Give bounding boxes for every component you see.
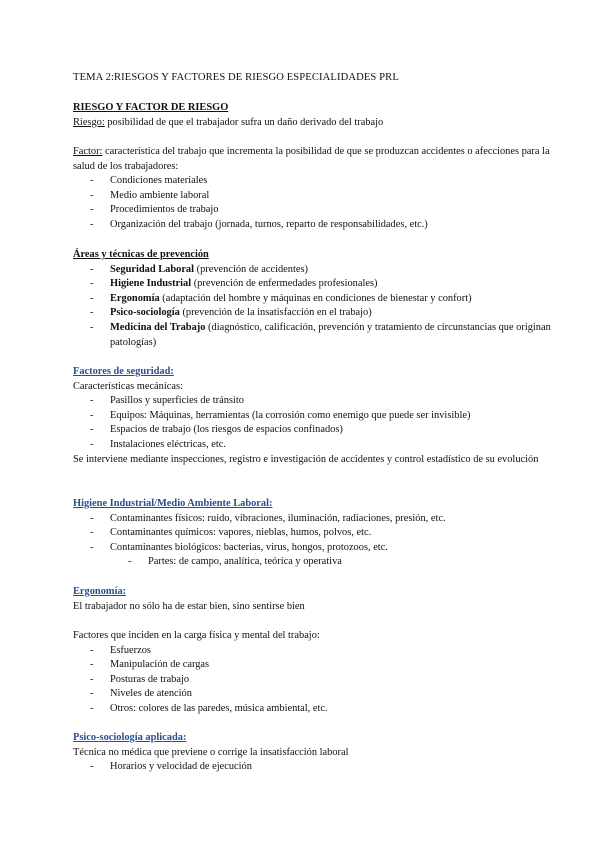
list-item: - Ergonomía (adaptación del hombre y máquinas en condiciones de bienestar y confort) — [73, 292, 573, 307]
section-areas — [73, 248, 573, 350]
section-heading: Psico-sociología aplicada: — [73, 732, 187, 743]
list-item: - Horarios y velocidad de ejecución — [73, 760, 573, 775]
list-item: - Organización del trabajo (jornada, turnos, reparto de responsabilidades, etc.) — [73, 218, 573, 233]
list-item: - Equipos: Máquinas, herramientas (la corrosión como enemigo que puede ser invisible) — [73, 409, 573, 424]
list-item: - Pasillos y superficies de tránsito — [73, 394, 573, 409]
list-item: - Medicina del Trabajo (diagnóstico, calificación, prevención y tratamiento de circunstancias que originan patologías) — [73, 321, 573, 350]
list-item: - Medio ambiente laboral — [73, 189, 573, 204]
list-item: - Partes: de campo, analítica, teórica y operativa — [73, 555, 573, 570]
list-item: - Manipulación de cargas — [73, 658, 573, 673]
section-seguridad — [73, 365, 573, 467]
ergonomia-factors — [73, 629, 573, 717]
riesgo-definition: Riesgo: posibilidad de que el trabajador sufra un daño derivado del trabajo — [73, 116, 384, 128]
list-item: - Espacios de trabajo (los riesgos de espacios confinados) — [73, 423, 573, 438]
psicosociologia-list — [73, 760, 573, 775]
list-item: - Contaminantes físicos: ruido, vibraciones, iluminación, radiaciones, presión, etc. — [73, 512, 573, 527]
list-item: - Psico-sociología (prevención de la insatisfacción en el trabajo) — [73, 306, 573, 321]
factor-definition-block — [73, 145, 573, 233]
section-intro: Características mecánicas: — [73, 380, 183, 392]
section-intro: Técnica no médica que previene o corrige la insatisfacción laboral — [73, 746, 349, 758]
ergonomia-list — [73, 644, 573, 717]
areas-list — [73, 263, 573, 351]
section-statement: El trabajador no sólo ha de estar bien, sino sentirse bien — [73, 600, 305, 612]
section-higiene — [73, 497, 573, 570]
factor-definition: Factor: característica del trabajo que incrementa la posibilidad de que se produzcan accidentes o afecciones para la salud de los trabajadores: — [73, 146, 550, 172]
higiene-list — [73, 512, 573, 556]
list-item: - Posturas de trabajo — [73, 673, 573, 688]
section-heading: RIESGO Y FACTOR DE RIESGO — [73, 102, 229, 113]
seguridad-list — [73, 394, 573, 452]
section-ergonomia — [73, 585, 573, 614]
section-riesgo — [73, 101, 573, 130]
list-item: - Higiene Industrial (prevención de enfermedades profesionales) — [73, 277, 573, 292]
list-item: - Procedimientos de trabajo — [73, 203, 573, 218]
section-psicosociologia — [73, 731, 573, 775]
list-item: - Contaminantes biológicos: bacterias, virus, hongos, protozoos, etc. — [73, 541, 573, 556]
list-item: - Seguridad Laboral (prevención de accidentes) — [73, 263, 573, 278]
list-item: - Otros: colores de las paredes, música ambiental, etc. — [73, 702, 573, 717]
section-intro: Factores que inciden en la carga física y mental del trabajo: — [73, 630, 320, 641]
list-item: - Contaminantes químicos: vapores, nieblas, humos, polvos, etc. — [73, 526, 573, 541]
list-item: - Condiciones materiales — [73, 174, 573, 189]
section-heading: Higiene Industrial/Medio Ambiente Laboral: — [73, 498, 273, 509]
list-item: - Niveles de atención — [73, 687, 573, 702]
section-heading: Áreas y técnicas de prevención — [73, 249, 209, 260]
document-title: TEMA 2:RIESGOS Y FACTORES DE RIESGO ESPECIALIDADES PRL — [73, 72, 399, 83]
list-item: - Instalaciones eléctricas, etc. — [73, 438, 573, 453]
section-heading: Ergonomía: — [73, 586, 127, 597]
section-closing: Se interviene mediante inspecciones, registro e investigación de accidentes y control estadístico de su evolución — [73, 453, 539, 465]
list-item: - Esfuerzos — [73, 644, 573, 659]
factor-list — [73, 174, 573, 232]
higiene-sublist — [73, 555, 573, 570]
section-heading: Factores de seguridad: — [73, 366, 174, 377]
